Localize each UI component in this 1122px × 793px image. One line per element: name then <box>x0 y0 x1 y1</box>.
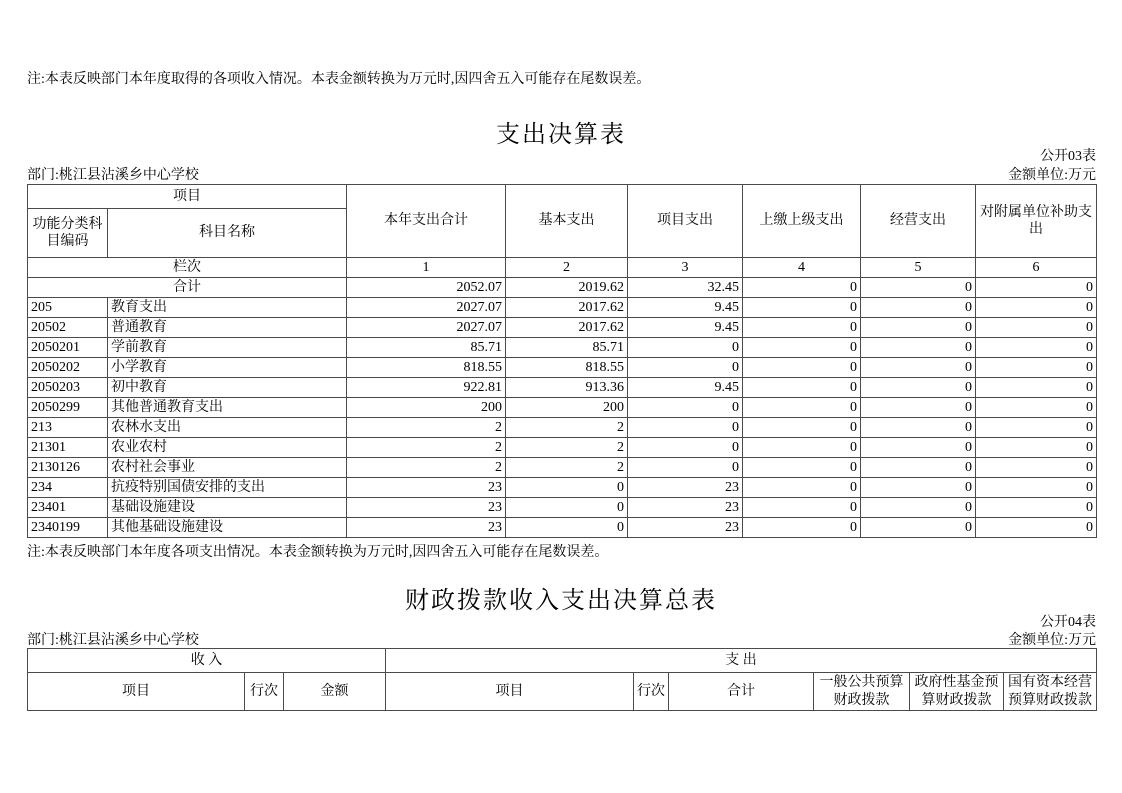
column-header-upturn: 上缴上级支出 <box>743 185 861 258</box>
amount-cell: 0 <box>743 298 861 318</box>
function-code-cell: 234 <box>28 478 108 498</box>
amount-cell: 23 <box>628 498 743 518</box>
amount-cell: 0 <box>628 358 743 378</box>
expense-table-title: 支出决算表 <box>496 122 626 148</box>
amount-cell: 0 <box>976 498 1097 518</box>
income-amount-header: 金额 <box>284 673 386 711</box>
expense-table-code: 公开03表 <box>1040 149 1096 164</box>
function-code-cell: 23401 <box>28 498 108 518</box>
expense-project-header: 项目 <box>386 673 634 711</box>
amount-cell: 0 <box>861 438 976 458</box>
expense-data-row <box>28 418 1097 438</box>
amount-cell: 23 <box>628 478 743 498</box>
subject-name-cell: 普通教育 <box>108 318 347 338</box>
expense-table-body <box>28 258 1097 538</box>
general-budget-header: 一般公共预算财政拨款 <box>814 673 910 711</box>
amount-cell: 0 <box>628 418 743 438</box>
subject-name-cell: 小学教育 <box>108 358 347 378</box>
amount-cell: 0 <box>506 518 628 538</box>
amount-cell: 0 <box>743 378 861 398</box>
summary-header-row-2 <box>28 673 1097 711</box>
expense-table <box>27 184 1097 538</box>
expense-data-row <box>28 338 1097 358</box>
column-header-project: 项目支出 <box>628 185 743 258</box>
amount-cell: 0 <box>628 338 743 358</box>
amount-cell: 0 <box>861 378 976 398</box>
amount-cell: 0 <box>743 418 861 438</box>
expense-data-row <box>28 298 1097 318</box>
amount-cell: 818.55 <box>347 358 506 378</box>
expense-line-header: 行次 <box>634 673 669 711</box>
amount-cell: 0 <box>976 398 1097 418</box>
function-code-cell: 21301 <box>28 438 108 458</box>
expense-table-unit: 金额单位:万元 <box>1008 168 1096 183</box>
amount-cell: 818.55 <box>506 358 628 378</box>
amount-cell: 85.71 <box>347 338 506 358</box>
amount-cell: 0 <box>861 498 976 518</box>
amount-cell: 2 <box>506 458 628 478</box>
summary-header-row-1 <box>28 649 1097 673</box>
summary-table-unit: 金额单位:万元 <box>1008 633 1096 648</box>
amount-cell: 0 <box>861 318 976 338</box>
gov-fund-header: 政府性基金预算财政拨款 <box>910 673 1004 711</box>
amount-cell: 0 <box>861 338 976 358</box>
amount-cell: 9.45 <box>628 298 743 318</box>
income-group-header: 收 入 <box>28 649 386 673</box>
amount-cell: 0 <box>976 518 1097 538</box>
amount-cell: 2 <box>347 418 506 438</box>
summary-table-department: 部门:桃江县沾溪乡中心学校 <box>27 633 199 648</box>
expense-table-department: 部门:桃江县沾溪乡中心学校 <box>27 168 199 183</box>
amount-cell: 2017.62 <box>506 318 628 338</box>
summary-table <box>27 648 1097 711</box>
total-amount-cell: 2019.62 <box>506 278 628 298</box>
project-group-header: 项目 <box>28 185 347 209</box>
amount-cell: 0 <box>976 378 1097 398</box>
total-label: 合计 <box>28 278 347 298</box>
column-index-cell: 3 <box>628 258 743 278</box>
amount-cell: 0 <box>976 358 1097 378</box>
column-header-basic: 基本支出 <box>506 185 628 258</box>
amount-cell: 0 <box>628 398 743 418</box>
amount-cell: 0 <box>976 478 1097 498</box>
amount-cell: 0 <box>506 478 628 498</box>
amount-cell: 0 <box>743 358 861 378</box>
subject-name-cell: 其他基础设施建设 <box>108 518 347 538</box>
expense-total-header: 合计 <box>669 673 814 711</box>
amount-cell: 0 <box>861 478 976 498</box>
expense-data-row <box>28 358 1097 378</box>
column-header-subsidy: 对附属单位补助支出 <box>976 185 1097 258</box>
expense-data-row <box>28 378 1097 398</box>
column-index-cell: 2 <box>506 258 628 278</box>
amount-cell: 23 <box>628 518 743 538</box>
total-amount-cell: 0 <box>743 278 861 298</box>
column-index-cell: 1 <box>347 258 506 278</box>
summary-table-title: 财政拨款收入支出决算总表 <box>405 588 717 614</box>
function-code-cell: 205 <box>28 298 108 318</box>
amount-cell: 0 <box>861 358 976 378</box>
subject-name-cell: 农林水支出 <box>108 418 347 438</box>
function-code-cell: 2340199 <box>28 518 108 538</box>
amount-cell: 200 <box>506 398 628 418</box>
total-amount-cell: 0 <box>861 278 976 298</box>
income-line-header: 行次 <box>245 673 284 711</box>
subject-name-cell: 农业农村 <box>108 438 347 458</box>
amount-cell: 0 <box>743 498 861 518</box>
amount-cell: 9.45 <box>628 318 743 338</box>
function-code-cell: 2130126 <box>28 458 108 478</box>
amount-cell: 0 <box>743 398 861 418</box>
amount-cell: 0 <box>861 458 976 478</box>
income-table-note: 注:本表反映部门本年度取得的各项收入情况。本表金额转换为万元时,因四舍五入可能存在尾数误差。 <box>27 72 651 87</box>
column-index-row <box>28 258 1097 278</box>
amount-cell: 85.71 <box>506 338 628 358</box>
amount-cell: 0 <box>976 338 1097 358</box>
function-code-cell: 2050202 <box>28 358 108 378</box>
amount-cell: 2 <box>347 438 506 458</box>
state-capital-header: 国有资本经营预算财政拨款 <box>1004 673 1097 711</box>
amount-cell: 0 <box>628 438 743 458</box>
expense-group-header: 支 出 <box>386 649 1097 673</box>
subject-name-cell: 基础设施建设 <box>108 498 347 518</box>
amount-cell: 2 <box>506 418 628 438</box>
function-code-cell: 2050299 <box>28 398 108 418</box>
amount-cell: 913.36 <box>506 378 628 398</box>
expense-data-row <box>28 518 1097 538</box>
amount-cell: 0 <box>976 438 1097 458</box>
amount-cell: 0 <box>506 498 628 518</box>
expense-header-row-1 <box>28 185 1097 209</box>
amount-cell: 0 <box>743 338 861 358</box>
column-index-cell: 6 <box>976 258 1097 278</box>
subject-name-cell: 学前教育 <box>108 338 347 358</box>
subject-name-cell: 抗疫特别国债安排的支出 <box>108 478 347 498</box>
expense-data-row <box>28 398 1097 418</box>
subject-name-cell: 初中教育 <box>108 378 347 398</box>
amount-cell: 200 <box>347 398 506 418</box>
amount-cell: 0 <box>976 318 1097 338</box>
amount-cell: 0 <box>861 418 976 438</box>
expense-data-row <box>28 458 1097 478</box>
column-index-cell: 4 <box>743 258 861 278</box>
amount-cell: 0 <box>976 418 1097 438</box>
amount-cell: 23 <box>347 518 506 538</box>
amount-cell: 0 <box>743 478 861 498</box>
amount-cell: 9.45 <box>628 378 743 398</box>
amount-cell: 2027.07 <box>347 298 506 318</box>
subject-name-cell: 其他普通教育支出 <box>108 398 347 418</box>
function-code-header: 功能分类科目编码 <box>28 209 108 258</box>
expense-data-row <box>28 498 1097 518</box>
function-code-cell: 2050201 <box>28 338 108 358</box>
column-index-cell: 5 <box>861 258 976 278</box>
amount-cell: 2 <box>506 438 628 458</box>
expense-data-row <box>28 478 1097 498</box>
column-header-total: 本年支出合计 <box>347 185 506 258</box>
total-amount-cell: 2052.07 <box>347 278 506 298</box>
amount-cell: 0 <box>743 318 861 338</box>
amount-cell: 0 <box>628 458 743 478</box>
total-amount-cell: 32.45 <box>628 278 743 298</box>
column-header-operating: 经营支出 <box>861 185 976 258</box>
expense-table-note: 注:本表反映部门本年度各项支出情况。本表金额转换为万元时,因四舍五入可能存在尾数误差。 <box>27 545 609 560</box>
amount-cell: 0 <box>743 438 861 458</box>
total-row <box>28 278 1097 298</box>
amount-cell: 922.81 <box>347 378 506 398</box>
amount-cell: 2 <box>347 458 506 478</box>
subject-name-cell: 教育支出 <box>108 298 347 318</box>
total-amount-cell: 0 <box>976 278 1097 298</box>
expense-data-row <box>28 318 1097 338</box>
amount-cell: 0 <box>976 298 1097 318</box>
amount-cell: 23 <box>347 498 506 518</box>
amount-cell: 2027.07 <box>347 318 506 338</box>
amount-cell: 0 <box>861 518 976 538</box>
function-code-cell: 213 <box>28 418 108 438</box>
amount-cell: 2017.62 <box>506 298 628 318</box>
subject-name-cell: 农村社会事业 <box>108 458 347 478</box>
income-project-header: 项目 <box>28 673 245 711</box>
expense-data-row <box>28 438 1097 458</box>
amount-cell: 23 <box>347 478 506 498</box>
amount-cell: 0 <box>743 518 861 538</box>
amount-cell: 0 <box>861 298 976 318</box>
column-index-label: 栏次 <box>28 258 347 278</box>
subject-name-header: 科目名称 <box>108 209 347 258</box>
function-code-cell: 2050203 <box>28 378 108 398</box>
amount-cell: 0 <box>976 458 1097 478</box>
amount-cell: 0 <box>861 398 976 418</box>
summary-table-code: 公开04表 <box>1040 615 1096 630</box>
amount-cell: 0 <box>743 458 861 478</box>
function-code-cell: 20502 <box>28 318 108 338</box>
